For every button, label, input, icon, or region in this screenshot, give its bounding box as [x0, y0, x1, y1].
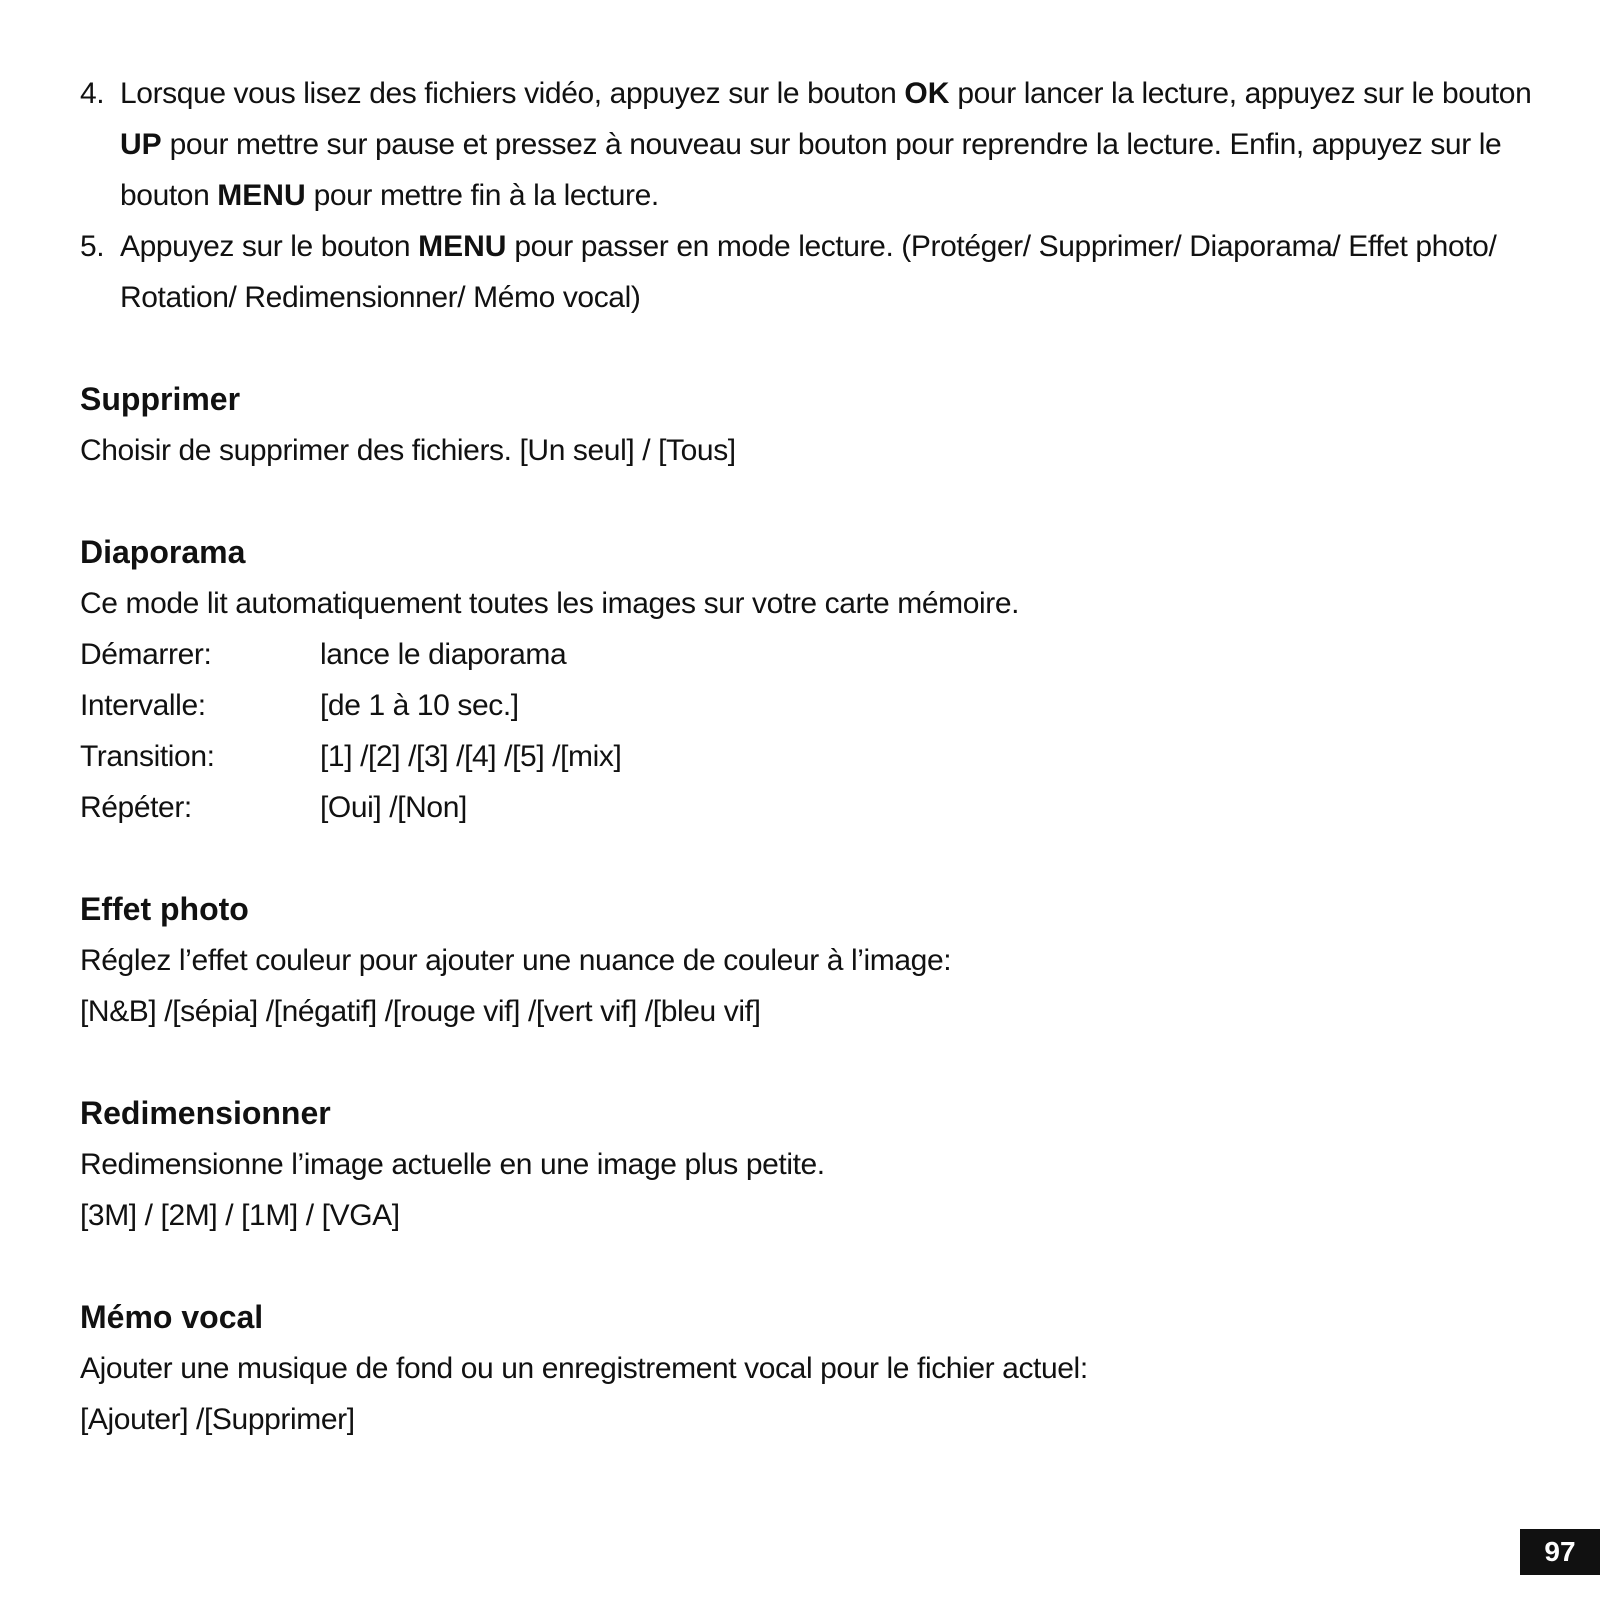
- section-heading: Mémo vocal: [80, 1299, 264, 1335]
- setting-row: [80, 629, 1540, 680]
- section-options: [N&B] /[sépia] /[négatif] /[rouge vif] /[vert vif] /[bleu vif]: [80, 995, 761, 1028]
- step-4: [80, 68, 1540, 221]
- setting-row: [80, 782, 1540, 833]
- step-text: pour lancer la lecture, appuyez sur le bouton: [949, 77, 1532, 110]
- step-5: [80, 221, 1540, 323]
- section-options: [Ajouter] /[Supprimer]: [80, 1403, 355, 1436]
- section-text: Ce mode lit automatiquement toutes les images sur votre carte mémoire.: [80, 587, 1020, 620]
- section-supprimer: [80, 374, 1540, 476]
- menu-button-reference: MENU: [217, 179, 306, 212]
- step-number: 5.: [80, 230, 105, 263]
- setting-value: [1] /[2] /[3] /[4] /[5] /[mix]: [320, 740, 622, 773]
- setting-label: Transition:: [80, 740, 215, 773]
- step-number: 4.: [80, 77, 105, 110]
- setting-value: [Oui] /[Non]: [320, 791, 467, 824]
- setting-row: [80, 731, 1540, 782]
- section-redimensionner: [80, 1088, 1540, 1241]
- section-memo-vocal: [80, 1292, 1540, 1445]
- section-heading: Redimensionner: [80, 1095, 331, 1131]
- ok-button-reference: OK: [904, 77, 950, 110]
- section-heading: Diaporama: [80, 534, 246, 570]
- setting-value: [de 1 à 10 sec.]: [320, 689, 519, 722]
- setting-value: lance le diaporama: [320, 638, 567, 671]
- section-heading: Supprimer: [80, 381, 241, 417]
- step-text: Appuyez sur le bouton: [120, 230, 419, 263]
- step-text: pour mettre sur pause et pressez à nouveau sur bouton pour reprendre la lecture. Enfin, appuyez sur le bouton: [120, 128, 1502, 212]
- section-text: Ajouter une musique de fond ou un enregistrement vocal pour le fichier actuel:: [80, 1352, 1088, 1385]
- setting-label: Démarrer:: [80, 638, 212, 671]
- step-text: Lorsque vous lisez des fichiers vidéo, appuyez sur le bouton: [120, 77, 905, 110]
- document-page: [80, 68, 1540, 1445]
- section-heading: Effet photo: [80, 891, 249, 927]
- section-diaporama: [80, 527, 1540, 833]
- setting-row: [80, 680, 1540, 731]
- step-text: pour passer en mode lecture. (Protéger/ Supprimer/ Diaporama/ Effet photo/ Rotation/ Redimensionner/ Mémo vocal): [120, 230, 1497, 314]
- section-text: Réglez l’effet couleur pour ajouter une nuance de couleur à l’image:: [80, 944, 952, 977]
- step-text: pour mettre fin à la lecture.: [305, 179, 659, 212]
- section-text: Choisir de supprimer des fichiers. [Un seul] / [Tous]: [80, 434, 736, 467]
- page-number: 97: [1520, 1529, 1600, 1575]
- setting-label: Répéter:: [80, 791, 192, 824]
- menu-button-reference: MENU: [418, 230, 507, 263]
- section-effet-photo: [80, 884, 1540, 1037]
- section-text: Redimensionne l’image actuelle en une image plus petite.: [80, 1148, 825, 1181]
- setting-label: Intervalle:: [80, 689, 206, 722]
- up-button-reference: UP: [120, 128, 162, 161]
- numbered-steps: [80, 68, 1540, 323]
- section-options: [3M] / [2M] / [1M] / [VGA]: [80, 1199, 400, 1232]
